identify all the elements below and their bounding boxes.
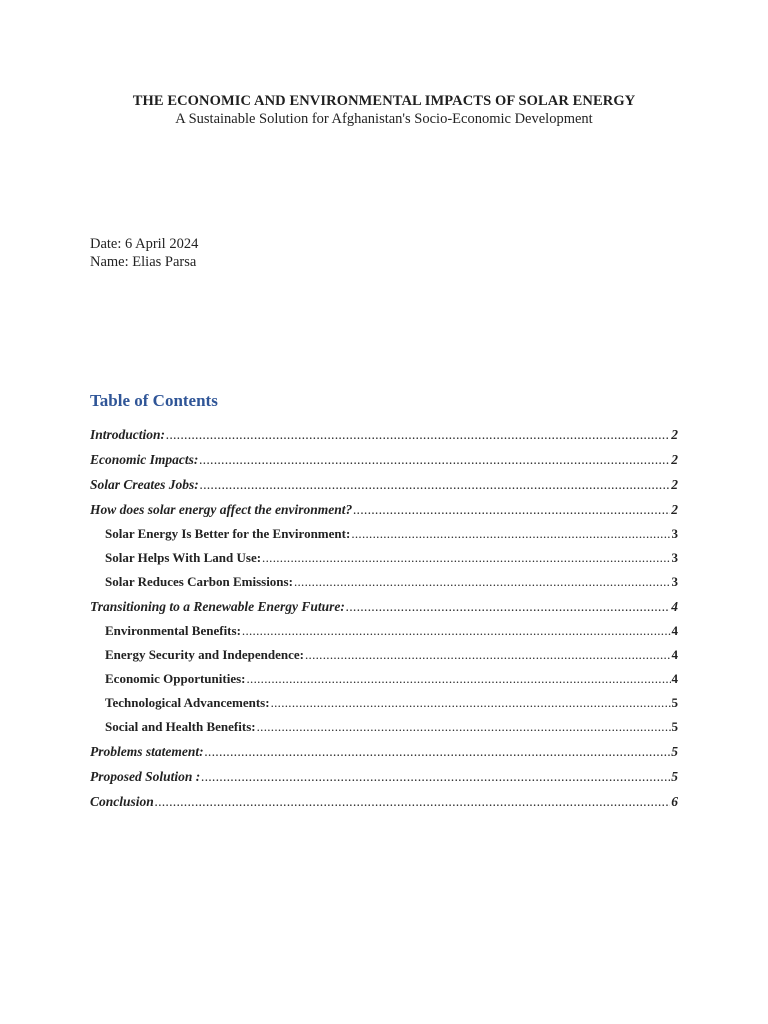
toc-dot-leader — [155, 789, 670, 814]
toc-entry[interactable] — [90, 472, 678, 497]
toc-dot-leader — [205, 739, 671, 764]
toc-entry-label[interactable]: Solar Reduces Carbon Emissions: — [105, 574, 293, 589]
toc-entry-label[interactable]: Social and Health Benefits: — [105, 719, 256, 734]
toc-entry-label[interactable]: Economic Opportunities: — [105, 671, 246, 686]
document-date: Date: 6 April 2024 — [90, 236, 199, 252]
toc-entry-page-number[interactable]: 5 — [671, 719, 678, 734]
toc-entry-page-number[interactable]: 5 — [671, 695, 678, 710]
toc-dot-leader — [200, 472, 670, 497]
toc-dot-leader — [351, 522, 670, 546]
toc-entry-page-number[interactable]: 5 — [671, 744, 678, 759]
toc-entry-label[interactable]: Energy Security and Independence: — [105, 647, 304, 662]
toc-entry-label[interactable]: Environmental Benefits: — [105, 623, 241, 638]
toc-entry[interactable] — [90, 619, 678, 643]
toc-dot-leader — [271, 691, 671, 715]
toc-entry[interactable] — [90, 715, 678, 739]
toc-entry-label[interactable]: Solar Helps With Land Use: — [105, 550, 262, 565]
toc-entry[interactable] — [90, 667, 678, 691]
toc-entry[interactable] — [90, 497, 678, 522]
title-block — [0, 92, 768, 128]
toc-entry-label[interactable]: Conclusion — [90, 794, 154, 809]
toc-dot-leader — [257, 715, 671, 739]
document-meta — [90, 235, 198, 271]
table-of-contents — [90, 422, 678, 814]
toc-entry-label[interactable]: Problems statement: — [90, 744, 204, 759]
toc-entry-page-number[interactable]: 5 — [671, 769, 678, 784]
toc-dot-leader — [294, 570, 671, 594]
toc-entry[interactable] — [90, 422, 678, 447]
toc-entry-page-number[interactable]: 4 — [671, 599, 678, 614]
document-title: THE ECONOMIC AND ENVIRONMENTAL IMPACTS OF SOLAR ENERGY — [132, 93, 636, 109]
author-name: Name: Elias Parsa — [90, 254, 197, 270]
toc-entry-label[interactable]: Economic Impacts: — [90, 452, 199, 467]
toc-dot-leader — [201, 764, 670, 789]
toc-entry-page-number[interactable]: 4 — [671, 647, 678, 662]
toc-dot-leader — [353, 497, 670, 522]
toc-entry[interactable] — [90, 764, 678, 789]
toc-entry-label[interactable]: How does solar energy affect the environment? — [90, 502, 353, 517]
toc-dot-leader — [166, 422, 670, 447]
toc-entry-page-number[interactable]: 2 — [671, 477, 678, 492]
toc-dot-leader — [199, 447, 670, 472]
toc-dot-leader — [262, 546, 670, 570]
toc-entry-label[interactable]: Transitioning to a Renewable Energy Future: — [90, 599, 345, 614]
toc-dot-leader — [242, 619, 671, 643]
toc-entry-page-number[interactable]: 4 — [671, 623, 678, 638]
toc-entry-page-number[interactable]: 2 — [671, 427, 678, 442]
toc-entry-page-number[interactable]: 2 — [671, 452, 678, 467]
toc-entry-page-number[interactable]: 3 — [671, 574, 678, 589]
toc-entry-label[interactable]: Solar Creates Jobs: — [90, 477, 199, 492]
toc-entry-page-number[interactable]: 4 — [671, 671, 678, 686]
document-subtitle: A Sustainable Solution for Afghanistan's Socio-Economic Development — [175, 111, 593, 127]
toc-entry-page-number[interactable]: 2 — [671, 502, 678, 517]
toc-entry-page-number[interactable]: 6 — [671, 794, 678, 809]
toc-entry[interactable] — [90, 691, 678, 715]
toc-dot-leader — [346, 594, 670, 619]
toc-dot-leader — [246, 667, 670, 691]
toc-entry-label[interactable]: Technological Advancements: — [105, 695, 270, 710]
toc-entry[interactable] — [90, 643, 678, 667]
toc-entry[interactable] — [90, 594, 678, 619]
toc-heading: Table of Contents — [90, 391, 218, 410]
toc-entry[interactable] — [90, 447, 678, 472]
toc-entry-label[interactable]: Introduction: — [90, 427, 166, 442]
toc-entry[interactable] — [90, 789, 678, 814]
toc-entry-page-number[interactable]: 3 — [671, 526, 678, 541]
toc-entry[interactable] — [90, 522, 678, 546]
toc-dot-leader — [305, 643, 671, 667]
toc-entry[interactable] — [90, 739, 678, 764]
toc-entry-page-number[interactable]: 3 — [671, 550, 678, 565]
toc-entry[interactable] — [90, 546, 678, 570]
toc-entry[interactable] — [90, 570, 678, 594]
toc-entry-label[interactable]: Proposed Solution : — [90, 769, 201, 784]
toc-entry-label[interactable]: Solar Energy Is Better for the Environment: — [105, 526, 351, 541]
